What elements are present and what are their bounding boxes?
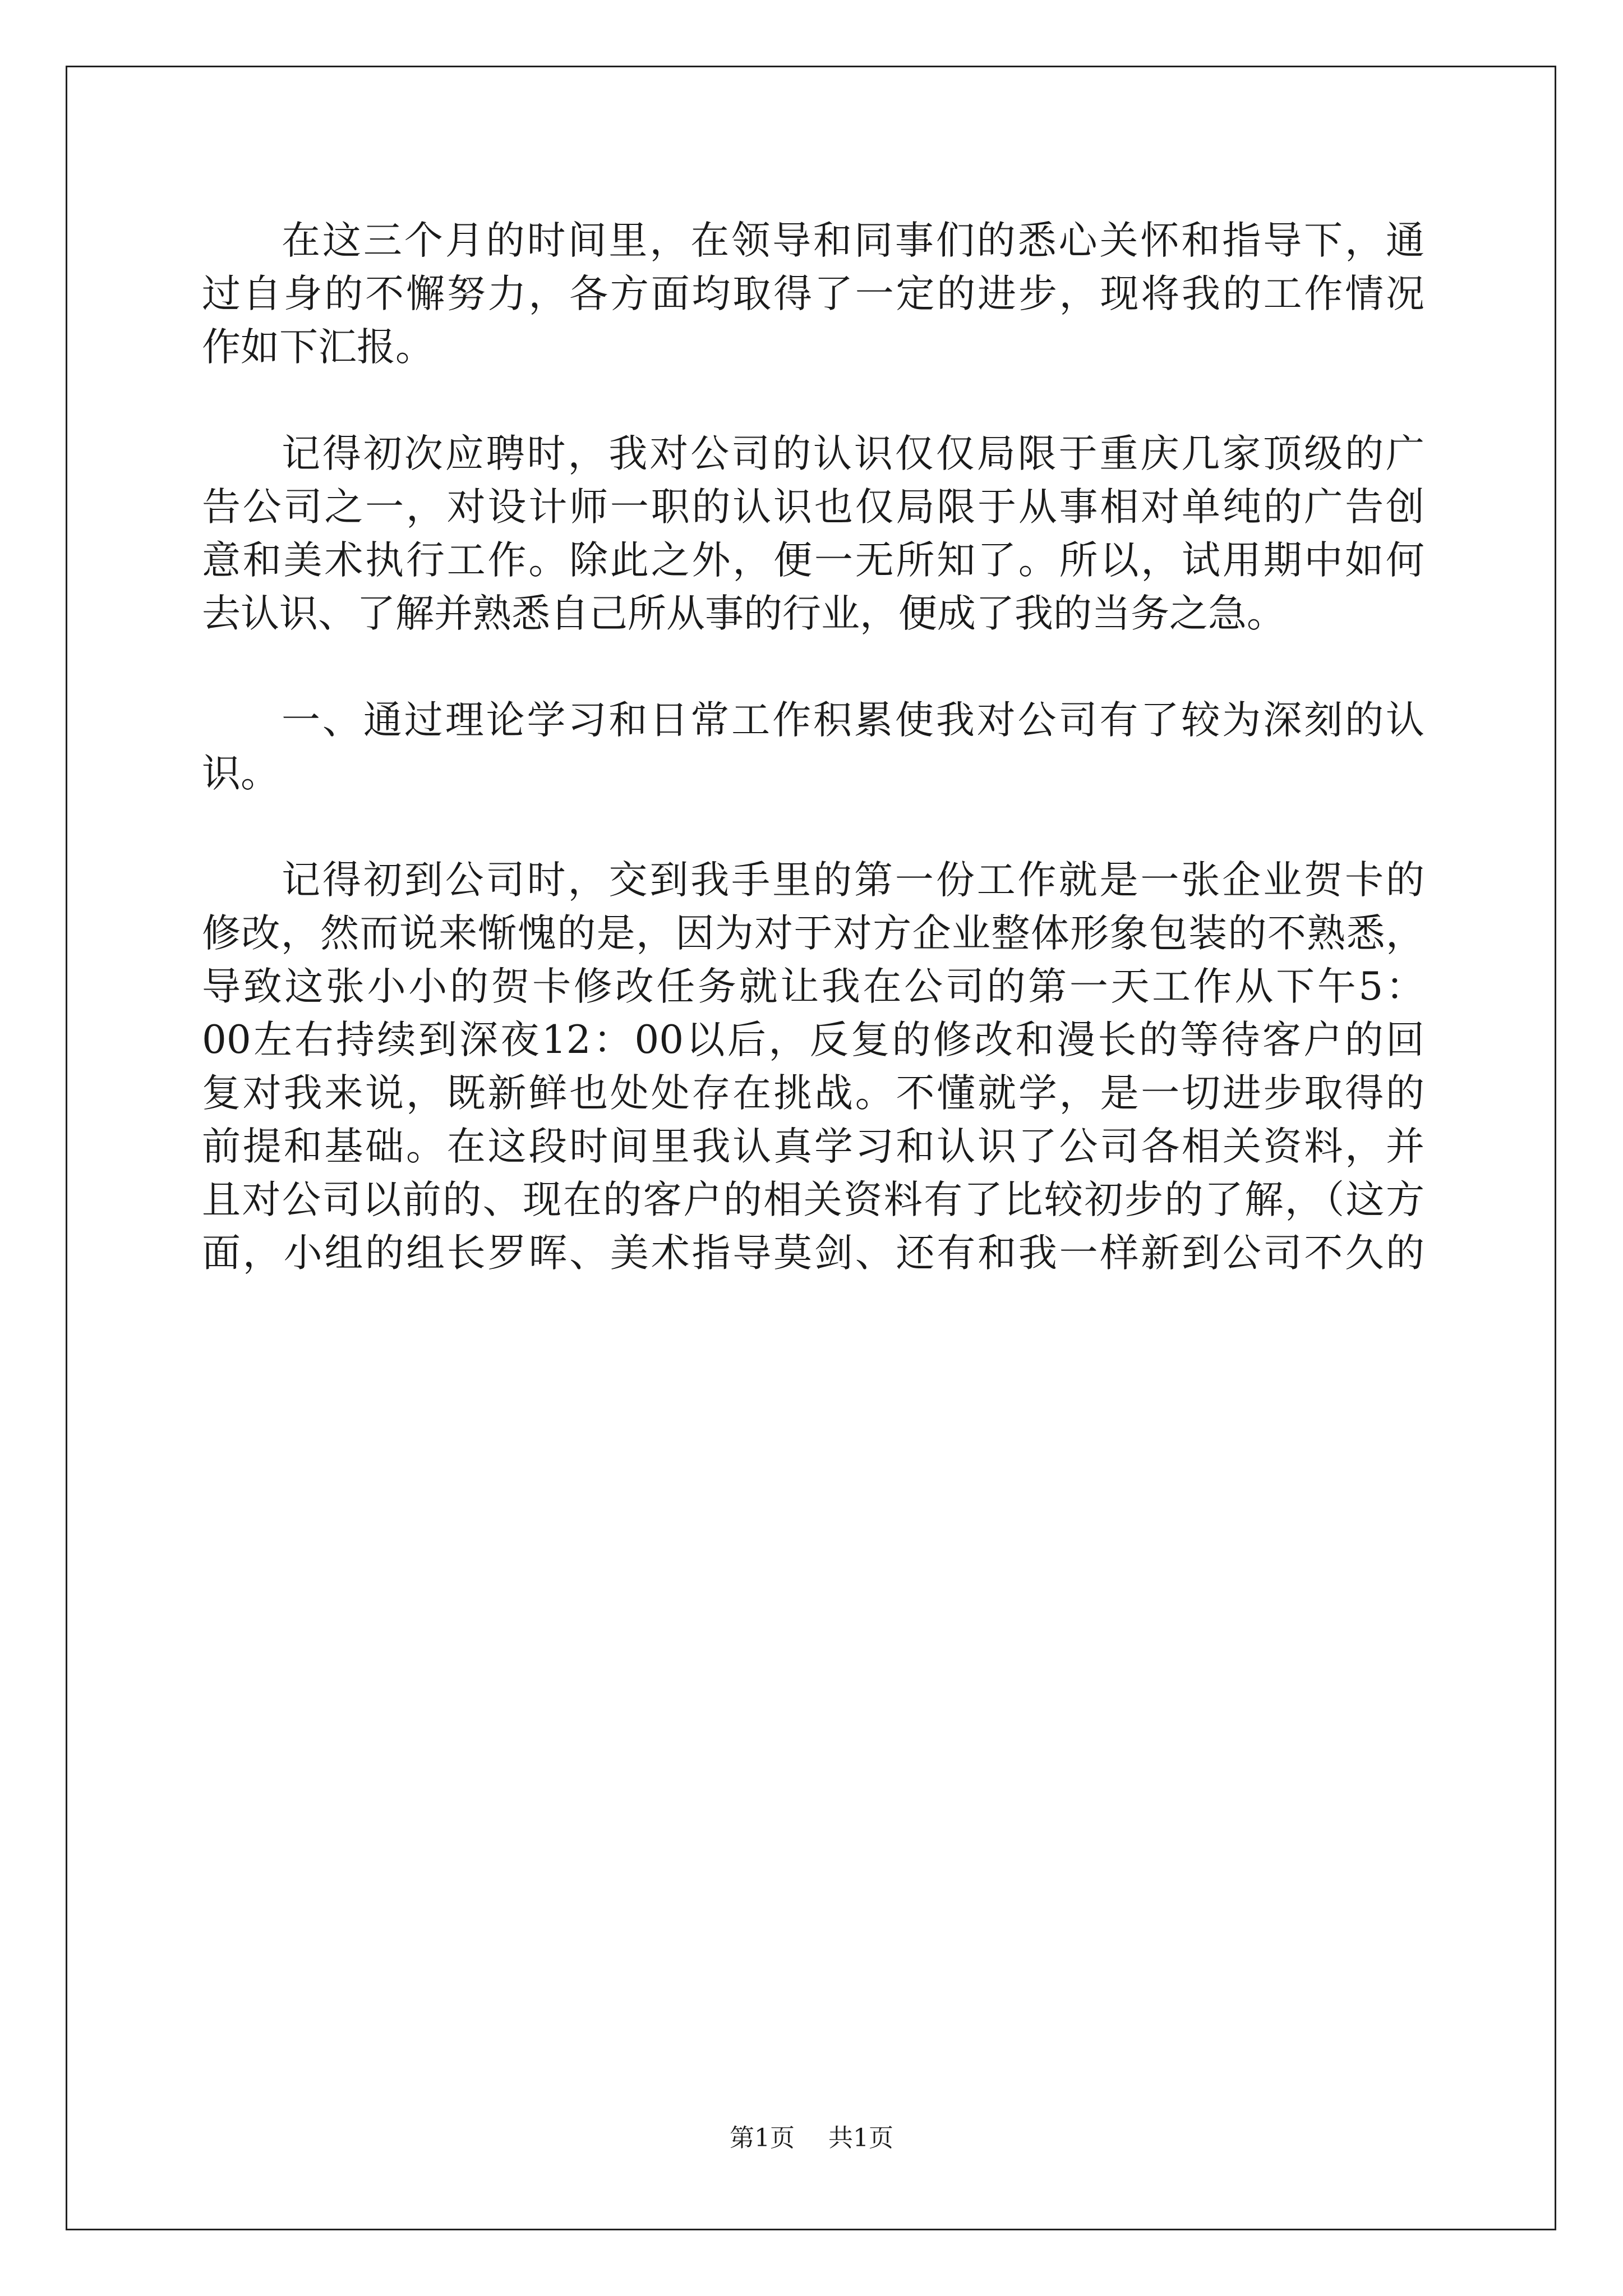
paragraph-gap	[202, 641, 1424, 694]
text-line: 导致这张小小的贺卡修改任务就让我在公司的第一天工作从下午5：	[202, 964, 1424, 1009]
text-line: 意和美术执行工作。除此之外，便一无所知了。所以，试用期中如何	[202, 538, 1424, 583]
text-line: 记得初到公司时，交到我手里的第一份工作就是一张企业贺卡的	[282, 858, 1424, 903]
text-line: 去认识、了解并熟悉自己所从事的行业，便成了我的当务之急。	[202, 591, 1285, 636]
text-line: 识。	[202, 751, 279, 796]
paragraph-gap	[202, 800, 1424, 854]
text-line: 告公司之一，对设计师一职的认识也仅局限于从事相对单纯的广告创	[202, 485, 1424, 530]
text-line: 复对我来说，既新鲜也处处存在挑战。不懂就学，是一切进步取得的	[202, 1071, 1424, 1116]
text-line: 过自身的不懈努力，各方面均取得了一定的进步，现将我的工作情况	[202, 272, 1424, 316]
document-body	[202, 214, 1424, 1280]
text-line: 记得初次应聘时，我对公司的认识仅仅局限于重庆几家顶级的广	[282, 431, 1424, 476]
page-total: 共1页	[828, 2124, 893, 2152]
text-line: 在这三个月的时间里，在领导和同事们的悉心关怀和指导下，通	[282, 218, 1424, 263]
text-line: 00左右持续到深夜12：00以后，反复的修改和漫长的等待客户的回	[202, 1018, 1424, 1062]
text-line: 且对公司以前的、现在的客户的相关资料有了比较初步的了解，（这方	[202, 1177, 1424, 1222]
page-number: 第1页	[730, 2124, 795, 2152]
text-line: 作如下汇报。	[202, 325, 434, 370]
text-line: 面，小组的组长罗晖、美术指导莫剑、还有和我一样新到公司不久的	[202, 1231, 1424, 1276]
text-line: 一、通过理论学习和日常工作积累使我对公司有了较为深刻的认	[282, 698, 1424, 743]
text-line: 修改，然而说来惭愧的是，因为对于对方企业整体形象包装的不熟悉，	[202, 911, 1424, 956]
page-footer	[0, 2118, 1623, 2154]
text-line: 前提和基础。在这段时间里我认真学习和认识了公司各相关资料，并	[202, 1124, 1424, 1169]
paragraph-gap	[202, 374, 1424, 427]
